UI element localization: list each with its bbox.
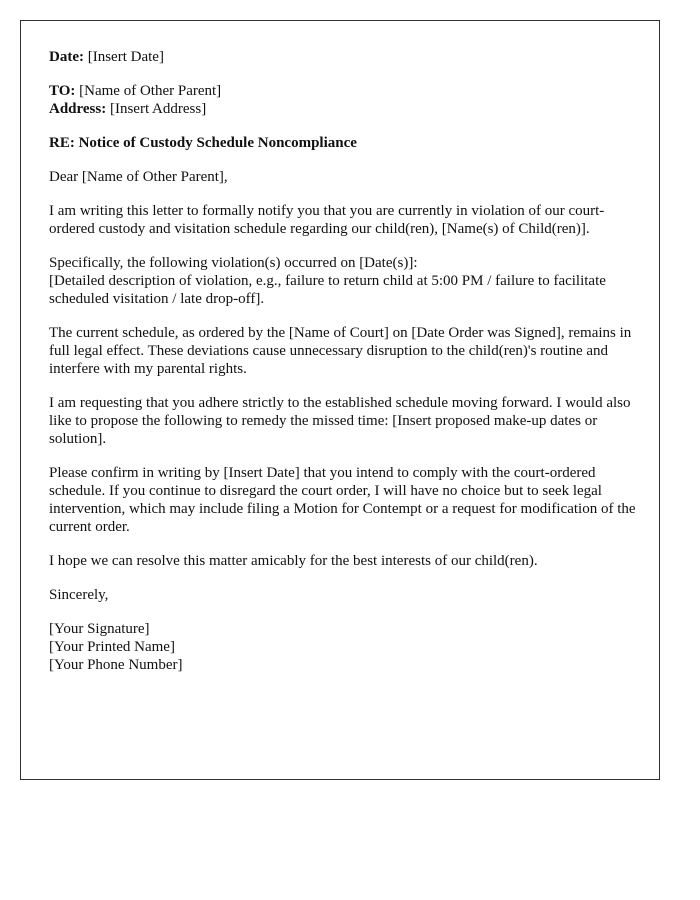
paragraph-notification: I am writing this letter to formally notify you that you are currently in violation of our court-ordered custody and visitation schedule regarding our child(ren), [Name(s) of Child(ren)]. [49,203,605,237]
printed-name-line: [Your Printed Name] [49,639,175,655]
signature-line: [Your Signature] [49,621,150,637]
paragraph-resolution: I hope we can resolve this matter amicably for the best interests of our child(ren). [49,553,538,569]
paragraph-schedule: The current schedule, as ordered by the [Name of Court] on [Date Order was Signed], remains in full legal effect. These deviations cause unnecessary disruption to the child(ren)'s routine and interfere with my parental rights. [49,325,632,377]
letter-body [49,48,639,690]
date-value: [Insert Date] [83,49,164,65]
to-value: [Name of Other Parent] [75,83,222,99]
date-label: Date: [49,49,84,65]
subject-line [49,134,639,152]
phone-line: [Your Phone Number] [49,657,183,673]
date-line [49,48,639,66]
address-value: [Insert Address] [106,101,207,117]
subject-text: RE: Notice of Custody Schedule Noncompliance [49,135,357,151]
to-label: TO: [49,83,76,99]
paragraph-confirmation: Please confirm in writing by [Insert Date] that you intend to comply with the court-ordered schedule. If you continue to disregard the court order, I will have no choice but to seek legal intervention, which may include filing a Motion for Contempt or a request for modification of the current order. [49,465,636,535]
letter-page [20,20,660,780]
address-label: Address: [49,101,107,117]
to-line [49,82,639,100]
violation-detail: [Detailed description of violation, e.g., failure to return child at 5:00 PM / failure to facilitate scheduled visitation / late drop-off]. [49,273,606,307]
signature-block [49,620,639,674]
recipient-block [49,82,639,118]
closing: Sincerely, [49,587,109,603]
salutation: Dear [Name of Other Parent], [49,169,228,185]
paragraph-request: I am requesting that you adhere strictly to the established schedule moving forward. I would also like to propose the following to remedy the missed time: [Insert proposed make-up dates or solution]. [49,395,631,447]
address-line [49,100,639,118]
paragraph-violation [49,254,639,308]
violation-intro: Specifically, the following violation(s) occurred on [Date(s)]: [49,255,418,271]
